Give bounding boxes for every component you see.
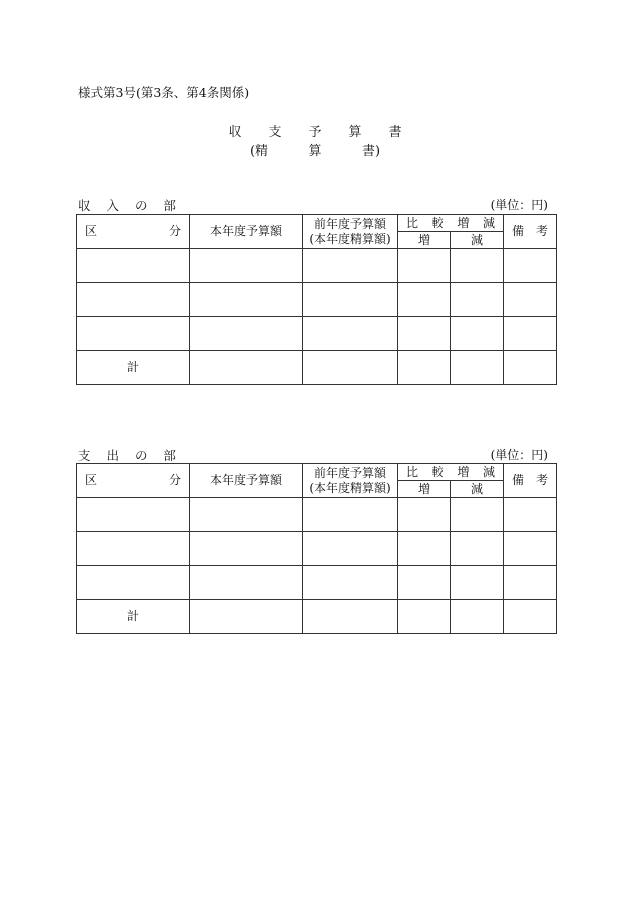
total-row	[77, 351, 557, 385]
table-cell[interactable]	[504, 317, 557, 351]
table-cell[interactable]	[190, 317, 303, 351]
header-compare-char: 比	[406, 215, 419, 230]
table-cell[interactable]	[190, 532, 303, 566]
subtitle-char: 算	[308, 144, 322, 159]
header-compare-char: 較	[431, 464, 444, 479]
table-cell[interactable]	[504, 498, 557, 532]
header-previous-budget	[303, 215, 398, 249]
header-compare-char: 増	[457, 215, 470, 230]
table-cell[interactable]	[190, 600, 303, 634]
header-kubun-right: 分	[168, 473, 181, 488]
table-cell[interactable]	[303, 498, 398, 532]
header-remarks-right: 考	[535, 224, 548, 239]
income-table	[76, 214, 557, 385]
form-number: 様式第3号(第3条、第4条関係)	[78, 85, 250, 100]
table-cell[interactable]	[451, 283, 504, 317]
header-compare-char: 減	[482, 215, 495, 230]
table-cell[interactable]	[398, 566, 451, 600]
header-previous-budget	[303, 464, 398, 498]
header-remarks	[504, 464, 557, 498]
total-label: 計	[77, 351, 190, 385]
document-subtitle	[0, 140, 630, 159]
table-cell[interactable]	[398, 498, 451, 532]
table-cell[interactable]	[451, 566, 504, 600]
header-increase: 増	[398, 232, 451, 249]
table-cell[interactable]	[190, 351, 303, 385]
table-cell[interactable]	[451, 532, 504, 566]
table-cell[interactable]	[398, 249, 451, 283]
header-kubun	[77, 464, 190, 498]
header-kubun-left: 区	[85, 473, 98, 488]
header-decrease: 減	[451, 481, 504, 498]
header-compare-char: 較	[431, 215, 444, 230]
subtitle-char: 書)	[361, 144, 381, 159]
table-cell[interactable]	[77, 283, 190, 317]
table-cell[interactable]	[451, 249, 504, 283]
table-cell[interactable]	[451, 351, 504, 385]
table-cell[interactable]	[398, 600, 451, 634]
header-compare	[398, 215, 504, 232]
title-char: 書	[388, 125, 402, 140]
header-kubun-left: 区	[85, 224, 98, 239]
table-cell[interactable]	[504, 351, 557, 385]
table-cell[interactable]	[77, 317, 190, 351]
header-remarks-left: 備	[512, 473, 525, 488]
table-cell[interactable]	[77, 532, 190, 566]
table-cell[interactable]	[504, 532, 557, 566]
title-char: 支	[268, 125, 282, 140]
table-cell[interactable]	[451, 498, 504, 532]
table-cell[interactable]	[190, 566, 303, 600]
table-cell[interactable]	[398, 351, 451, 385]
table-cell[interactable]	[303, 351, 398, 385]
header-remarks-left: 備	[512, 224, 525, 239]
table-cell[interactable]	[77, 249, 190, 283]
table-cell[interactable]	[303, 600, 398, 634]
table-cell[interactable]	[190, 283, 303, 317]
document-title	[0, 121, 630, 140]
header-kubun	[77, 215, 190, 249]
header-current-budget: 本年度予算額	[190, 215, 303, 249]
header-decrease: 減	[451, 232, 504, 249]
header-remarks	[504, 215, 557, 249]
header-increase: 増	[398, 481, 451, 498]
table-row	[77, 317, 557, 351]
total-label: 計	[77, 600, 190, 634]
table-cell[interactable]	[77, 498, 190, 532]
table-cell[interactable]	[303, 317, 398, 351]
table-cell[interactable]	[190, 249, 303, 283]
header-compare	[398, 464, 504, 481]
header-compare-char: 増	[457, 464, 470, 479]
table-cell[interactable]	[398, 532, 451, 566]
table-cell[interactable]	[303, 283, 398, 317]
table-cell[interactable]	[451, 600, 504, 634]
table-cell[interactable]	[504, 283, 557, 317]
header-current-budget: 本年度予算額	[190, 464, 303, 498]
subtitle-char: (精	[249, 144, 269, 159]
total-row	[77, 600, 557, 634]
table-cell[interactable]	[398, 283, 451, 317]
table-cell[interactable]	[451, 317, 504, 351]
header-previous-line1: 前年度予算額	[313, 217, 386, 232]
table-row	[77, 532, 557, 566]
table-cell[interactable]	[303, 532, 398, 566]
table-row	[77, 249, 557, 283]
income-section-label: 収 入 の 部	[78, 198, 182, 213]
table-cell[interactable]	[398, 317, 451, 351]
header-compare-char: 比	[406, 464, 419, 479]
header-remarks-right: 考	[535, 473, 548, 488]
table-cell[interactable]	[504, 566, 557, 600]
header-compare-char: 減	[482, 464, 495, 479]
title-char: 予	[308, 125, 322, 140]
title-char: 収	[228, 125, 242, 140]
header-previous-line1: 前年度予算額	[313, 466, 386, 481]
table-cell[interactable]	[504, 249, 557, 283]
title-char: 算	[348, 125, 362, 140]
table-row	[77, 283, 557, 317]
table-cell[interactable]	[77, 566, 190, 600]
table-cell[interactable]	[303, 566, 398, 600]
header-previous-line2: (本年度精算額)	[309, 231, 391, 246]
expense-section-label: 支 出 の 部	[78, 448, 182, 463]
table-cell[interactable]	[190, 498, 303, 532]
header-previous-line2: (本年度精算額)	[309, 480, 391, 495]
income-unit-label: (単位：円)	[490, 198, 548, 212]
table-cell[interactable]	[504, 600, 557, 634]
header-kubun-right: 分	[168, 224, 181, 239]
table-row	[77, 566, 557, 600]
table-row	[77, 498, 557, 532]
expense-unit-label: (単位：円)	[490, 448, 548, 462]
expense-table	[76, 463, 557, 634]
table-cell[interactable]	[303, 249, 398, 283]
